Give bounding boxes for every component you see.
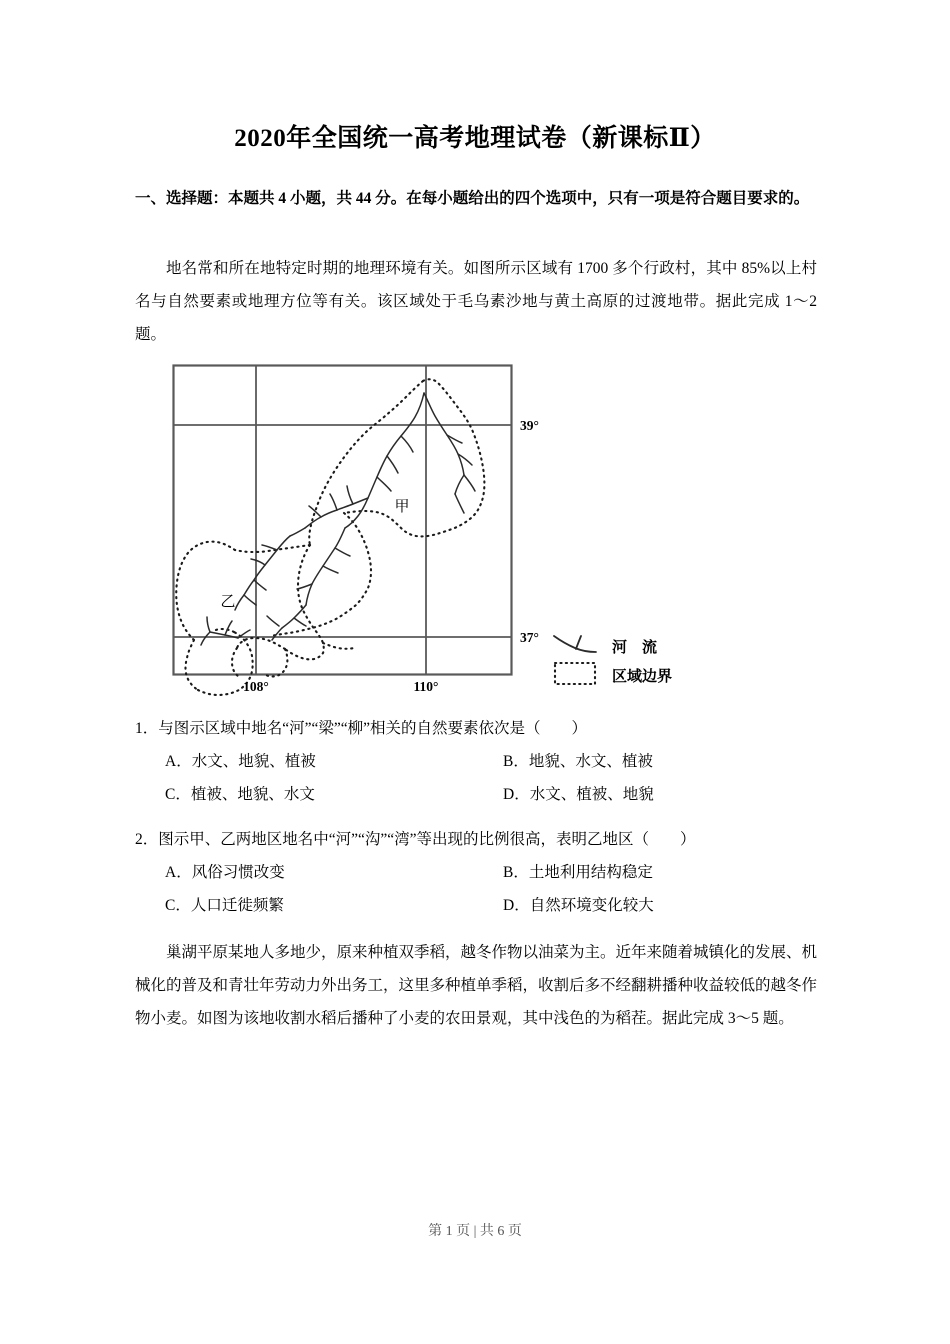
region-map-figure — [172, 364, 674, 694]
question-1-option-b[interactable] — [503, 745, 653, 778]
question-2-option-c-key: C． — [165, 897, 191, 914]
question-1-option-d-key: D． — [503, 786, 530, 803]
question-2-option-d[interactable] — [503, 889, 654, 922]
question-1-option-a-key: A． — [165, 753, 192, 770]
map-label-lon-110: 110° — [413, 679, 439, 694]
map-label-yi: 乙 — [220, 594, 236, 610]
question-2-option-d-text: 自然环境变化较大 — [529, 897, 654, 914]
question-1-option-d[interactable] — [503, 778, 654, 811]
question-1-option-a[interactable] — [165, 745, 316, 778]
map-label-jia: 甲 — [394, 499, 410, 515]
map-label-lon-108: 108° — [243, 679, 269, 694]
passage-paragraph-1: 地名常和所在地特定时期的地理环境有关。如图所示区域有 1700 多个行政村，其中 85%以上村名与自然要素或地理方位等有关。该区域处于毛乌素沙地与黄土高原的过渡地带。据此完成 1～2 题。 — [135, 260, 817, 343]
legend-river-label: 河 流 — [612, 640, 658, 656]
map-label-lat-37: 37° — [520, 630, 539, 645]
question-1-options-row-1 — [135, 745, 825, 778]
question-2-option-b-key: B． — [503, 864, 529, 881]
question-1-option-c[interactable] — [165, 778, 315, 811]
question-1-option-c-key: C． — [165, 786, 191, 803]
question-2-option-c-text: 人口迁徙频繁 — [190, 897, 284, 914]
question-2-number: 2． — [135, 831, 159, 848]
question-2-option-d-key: D． — [503, 897, 530, 914]
map-label-lat-39: 39° — [520, 418, 539, 433]
question-1-stem: 与图示区域中地名“河”“梁”“柳”相关的自然要素依次是（ ） — [158, 720, 588, 737]
question-2-option-a-text: 风俗习惯改变 — [191, 864, 285, 881]
legend-boundary-icon — [555, 663, 595, 684]
question-1-option-b-key: B． — [503, 753, 529, 770]
question-1-number: 1． — [135, 720, 159, 737]
question-1 — [135, 712, 825, 745]
section-heading: 一、选择题：本题共 4 小题，共 44 分。在每小题给出的四个选项中，只有一项是符合题目要求的。 — [135, 190, 810, 207]
question-2-options-row-2 — [135, 889, 825, 922]
page-footer: 第 1 页 | 共 6 页 — [428, 1224, 522, 1239]
question-1-options-row-2 — [135, 778, 825, 811]
passage-paragraph-2: 巢湖平原某地人多地少，原来种植双季稻，越冬作物以油菜为主。近年来随着城镇化的发展、机械化的普及和青壮年劳动力外出务工，这里多种植单季稻，收割后多不经翻耕播种收益较低的越冬作物小麦。如图为该地收割水稻后播种了小麦的农田景观，其中浅色的为稻茬。据此完成 3～5 题。 — [135, 944, 818, 1027]
question-2-stem: 图示甲、乙两地区地名中“河”“沟”“湾”等出现的比例很高，表明乙地区（ ） — [158, 831, 696, 848]
question-2 — [135, 823, 825, 856]
question-2-option-b[interactable] — [503, 856, 653, 889]
question-1-option-a-text: 水文、地貌、植被 — [191, 753, 316, 770]
question-2-option-c[interactable] — [165, 889, 284, 922]
question-1-option-b-text: 地貌、水文、植被 — [528, 753, 653, 770]
legend-boundary-label: 区域边界 — [612, 669, 673, 685]
question-1-option-c-text: 植被、地貌、水文 — [190, 786, 315, 803]
question-2-option-a-key: A． — [165, 864, 192, 881]
question-2-options-row-1 — [135, 856, 825, 889]
region-map-svg — [172, 364, 674, 694]
legend-river-icon — [554, 636, 596, 652]
question-1-option-d-text: 水文、植被、地貌 — [529, 786, 654, 803]
page-title: 2020年全国统一高考地理试卷（新课标Ⅱ） — [234, 125, 716, 152]
question-2-option-b-text: 土地利用结构稳定 — [528, 864, 653, 881]
question-2-option-a[interactable] — [165, 856, 285, 889]
